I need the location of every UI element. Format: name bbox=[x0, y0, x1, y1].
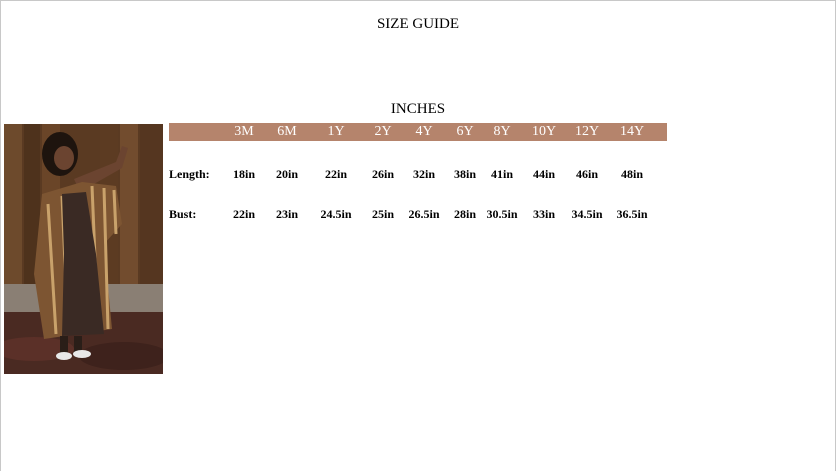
size-header-8y: 8Y bbox=[493, 124, 511, 139]
size-header-6m: 6M bbox=[277, 124, 297, 139]
bust-cell: 28in bbox=[453, 207, 476, 221]
length-cell: 22in bbox=[324, 167, 347, 181]
size-header-3m: 3M bbox=[234, 124, 254, 139]
bust-cell: 34.5in bbox=[571, 207, 603, 221]
length-cell: 18in bbox=[232, 167, 255, 181]
bust-cell: 26.5in bbox=[408, 207, 440, 221]
product-photo bbox=[4, 124, 163, 374]
length-cell: 38in bbox=[453, 167, 476, 181]
units-heading: INCHES bbox=[390, 101, 446, 117]
bust-row-label: Bust: bbox=[169, 207, 197, 221]
length-cell: 41in bbox=[490, 167, 513, 181]
size-header-1y: 1Y bbox=[327, 124, 345, 139]
size-header-4y: 4Y bbox=[415, 124, 433, 139]
size-header-10y: 10Y bbox=[531, 124, 557, 139]
bust-cell: 22in bbox=[232, 207, 255, 221]
length-cell: 44in bbox=[532, 167, 555, 181]
length-cell: 26in bbox=[371, 167, 394, 181]
bust-cell: 24.5in bbox=[320, 207, 352, 221]
page-title: SIZE GUIDE bbox=[376, 16, 460, 32]
length-cell: 46in bbox=[575, 167, 598, 181]
size-header-6y: 6Y bbox=[456, 124, 474, 139]
length-cell: 48in bbox=[620, 167, 643, 181]
length-cell: 20in bbox=[275, 167, 298, 181]
length-cell: 32in bbox=[412, 167, 435, 181]
child-model-photo-icon bbox=[4, 124, 163, 374]
size-header-14y: 14Y bbox=[619, 124, 645, 139]
size-header-12y: 12Y bbox=[574, 124, 600, 139]
bust-cell: 33in bbox=[532, 207, 555, 221]
bust-cell: 30.5in bbox=[486, 207, 518, 221]
bust-cell: 36.5in bbox=[616, 207, 648, 221]
length-row-label: Length: bbox=[169, 167, 210, 181]
size-header-2y: 2Y bbox=[374, 124, 392, 139]
bust-cell: 25in bbox=[371, 207, 394, 221]
bust-cell: 23in bbox=[275, 207, 298, 221]
